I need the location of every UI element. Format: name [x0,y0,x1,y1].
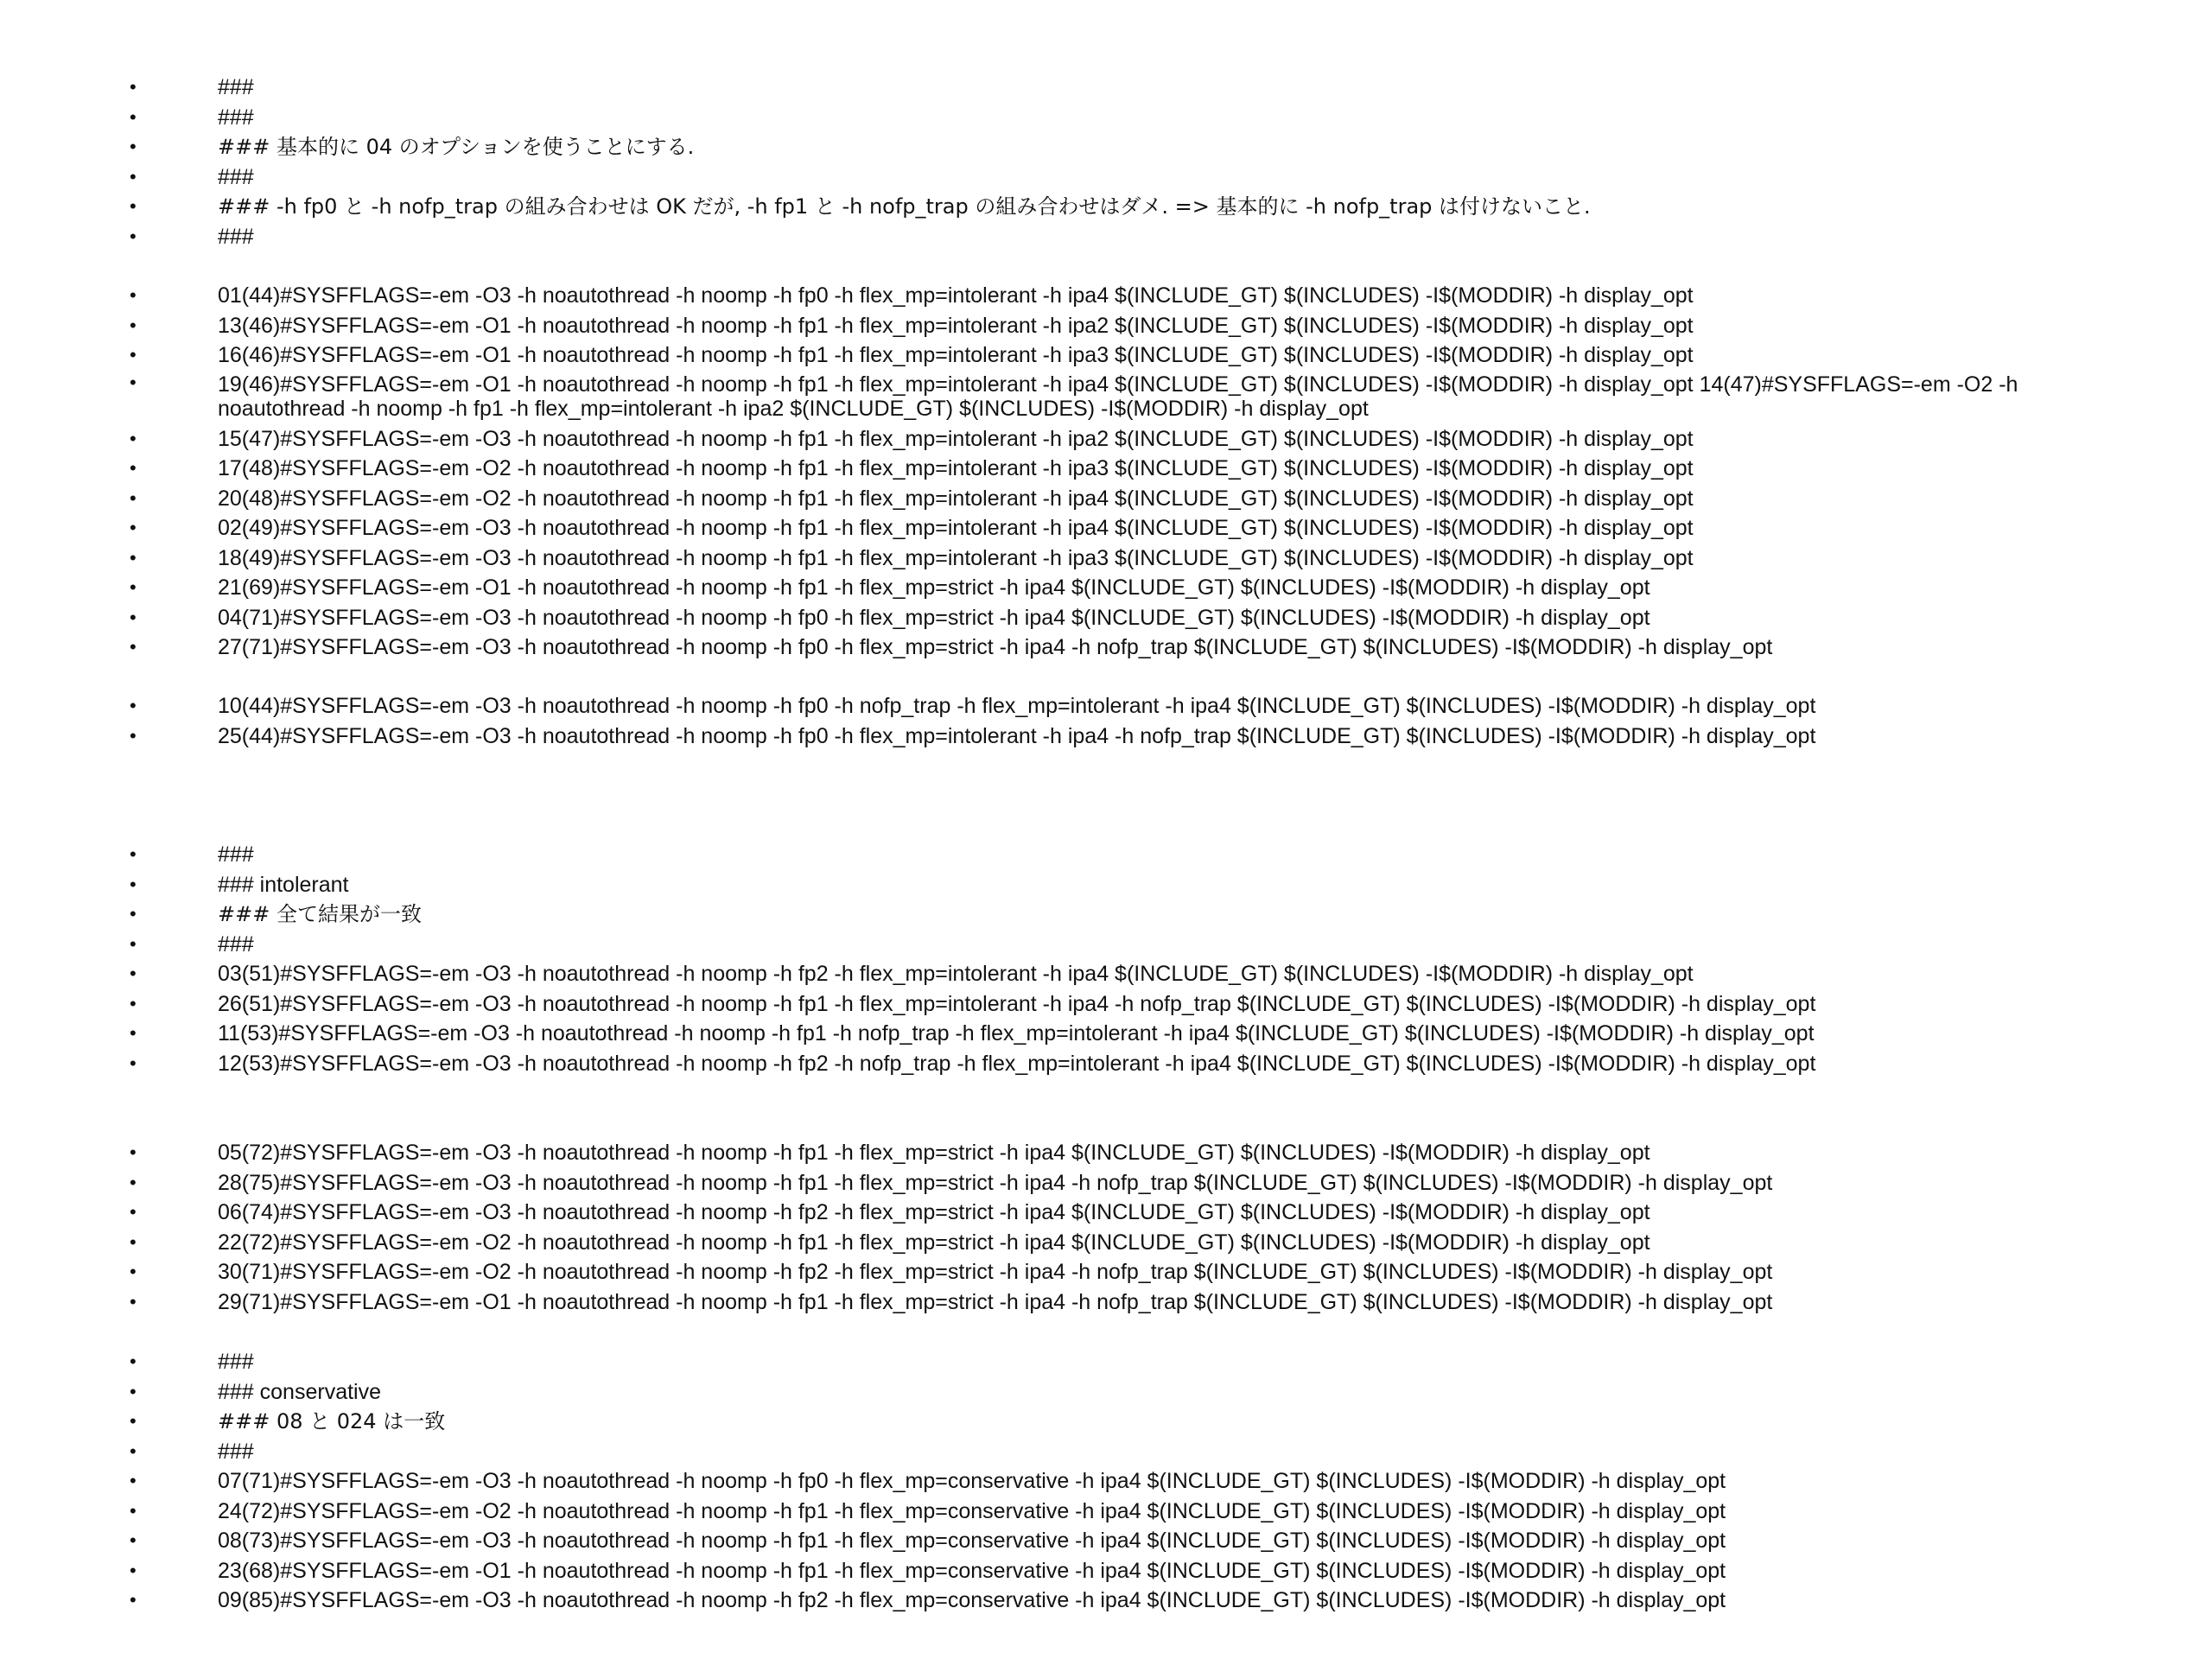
bullet-icon: • [130,1052,137,1074]
bullet-icon: • [130,486,137,509]
list-item [0,484,2212,514]
list-item-text: 19(46)#SYSFFLAGS=-em -O1 -h noautothread -h noomp -h fp1 -h flex_mp=intolerant -h ipa4 $(INCLUDE_GT) $(INCLUDES) -I$(MODDIR) -h display_opt 14(47)#SYSFFLAGS=-em -O2 -h noautothread -h noomp -h fp1 -h flex_mp=intolerant -h ipa2 $(INCLUDE_GT) $(INCLUDES) -I$(MODDIR) -h display_opt [218,372,2018,421]
bullet-icon: • [130,1171,137,1193]
list-item [0,1466,2212,1497]
list-item [0,371,2212,424]
list-item-text: 29(71)#SYSFFLAGS=-em -O1 -h noautothread -h noomp -h fp1 -h flex_mp=strict -h ipa4 -h nofp_trap $(INCLUDE_GT) $(INCLUDES) -I$(MODDIR) -h display_opt [218,1289,1773,1314]
bullet-icon: • [130,195,137,217]
bullet-icon: • [130,1410,137,1432]
list-item-text: 15(47)#SYSFFLAGS=-em -O3 -h noautothread -h noomp -h fp1 -h flex_mp=intolerant -h ipa2 $(INCLUDE_GT) $(INCLUDES) -I$(MODDIR) -h display_opt [218,426,1694,451]
bullet-icon: • [130,1022,137,1044]
bullet-icon: • [130,165,137,188]
list-item-text: 01(44)#SYSFFLAGS=-em -O3 -h noautothread -h noomp -h fp0 -h flex_mp=intolerant -h ipa4 $(INCLUDE_GT) $(INCLUDES) -I$(MODDIR) -h display_opt [218,283,1694,308]
bullet-list-nofp-trap-configs [0,691,2212,751]
list-item-text: ### [218,1350,254,1374]
bullet-icon: • [130,105,137,128]
bullet-icon: • [130,136,137,157]
list-item-text: 13(46)#SYSFFLAGS=-em -O1 -h noautothread -h noomp -h fp1 -h flex_mp=intolerant -h ipa2 $(INCLUDE_GT) $(INCLUDES) -I$(MODDIR) -h display_opt [218,313,1694,338]
list-item-text: ### -h fp0 と -h nofp_trap の組み合わせは OK だが, -h fp1 と -h nofp_trap の組み合わせはダメ. => 基本的に -h nofp_trap は付けないこと. [218,194,1591,219]
list-item [0,632,2212,663]
list-item-text: ### [218,75,254,99]
list-item [0,959,2212,989]
list-item [0,1228,2212,1258]
list-item [0,691,2212,721]
bullet-icon: • [130,1201,137,1223]
list-item [0,222,2212,252]
bullet-icon: • [130,606,137,628]
bullet-icon: • [130,1440,137,1462]
list-item [0,513,2212,543]
list-item [0,73,2212,103]
bullet-icon: • [130,371,137,393]
bullet-icon: • [130,963,137,984]
list-item [0,162,2212,193]
list-item [0,573,2212,603]
list-item [0,1168,2212,1198]
list-item [0,870,2212,900]
list-item-text: ### conservative [218,1379,382,1404]
bullet-icon: • [130,1529,137,1551]
bullet-icon: • [130,284,137,306]
list-item [0,1556,2212,1586]
bullet-icon: • [130,517,137,538]
list-item-text: 11(53)#SYSFFLAGS=-em -O3 -h noautothread -h noomp -h fp1 -h nofp_trap -h flex_mp=intolerant -h ipa4 $(INCLUDE_GT) $(INCLUDES) -I$(MODDIR) -h display_opt [218,1021,1815,1046]
list-item-text: 30(71)#SYSFFLAGS=-em -O2 -h noautothread -h noomp -h fp2 -h flex_mp=strict -h ipa4 -h nofp_trap $(INCLUDE_GT) $(INCLUDES) -I$(MODDIR) -h display_opt [218,1260,1773,1284]
list-item-text: 23(68)#SYSFFLAGS=-em -O1 -h noautothread -h noomp -h fp1 -h flex_mp=conservative -h ipa4 $(INCLUDE_GT) $(INCLUDES) -I$(MODDIR) -h display_opt [218,1558,1726,1583]
list-item-text: ### [218,1439,254,1464]
bullet-icon: • [130,843,137,865]
list-item-text: 21(69)#SYSFFLAGS=-em -O1 -h noautothread -h noomp -h fp1 -h flex_mp=strict -h ipa4 $(INCLUDE_GT) $(INCLUDES) -I$(MODDIR) -h display_opt [218,575,1650,600]
bullet-icon: • [130,225,137,247]
list-item-text: 20(48)#SYSFFLAGS=-em -O2 -h noautothread -h noomp -h fp1 -h flex_mp=intolerant -h ipa4 $(INCLUDE_GT) $(INCLUDES) -I$(MODDIR) -h display_opt [218,486,1694,511]
list-item-text: 27(71)#SYSFFLAGS=-em -O3 -h noautothread -h noomp -h fp0 -h flex_mp=strict -h ipa4 -h nofp_trap $(INCLUDE_GT) $(INCLUDES) -I$(MODDIR) -h display_opt [218,635,1773,659]
bullet-icon: • [130,903,137,925]
bullet-icon: • [130,695,137,716]
list-item [0,1257,2212,1287]
list-item-text: 09(85)#SYSFFLAGS=-em -O3 -h noautothread -h noomp -h fp2 -h flex_mp=conservative -h ipa4 $(INCLUDE_GT) $(INCLUDES) -I$(MODDIR) -h display_opt [218,1588,1726,1612]
list-item-text: 26(51)#SYSFFLAGS=-em -O3 -h noautothread -h noomp -h fp1 -h flex_mp=intolerant -h ipa4 -h nofp_trap $(INCLUDE_GT) $(INCLUDES) -I$(MODDIR) -h display_opt [218,991,1816,1016]
list-item-text: 22(72)#SYSFFLAGS=-em -O2 -h noautothread -h noomp -h fp1 -h flex_mp=strict -h ipa4 $(INCLUDE_GT) $(INCLUDES) -I$(MODDIR) -h display_opt [218,1230,1650,1255]
list-item-text: ### [218,224,254,249]
bullet-list-strict [0,1138,2212,1317]
list-item [0,1407,2212,1437]
list-item [0,543,2212,574]
list-item [0,340,2212,371]
list-item-text: ### [218,105,254,130]
list-item-text: 17(48)#SYSFFLAGS=-em -O2 -h noautothread -h noomp -h fp1 -h flex_mp=intolerant -h ipa3 $(INCLUDE_GT) $(INCLUDES) -I$(MODDIR) -h display_opt [218,456,1694,480]
list-item-text: 03(51)#SYSFFLAGS=-em -O3 -h noautothread -h noomp -h fp2 -h flex_mp=intolerant -h ipa4 $(INCLUDE_GT) $(INCLUDES) -I$(MODDIR) -h display_opt [218,962,1694,986]
bullet-icon: • [130,457,137,479]
bullet-icon: • [130,1230,137,1253]
list-item-text: ### 全て結果が一致 [218,902,422,926]
bullet-icon: • [130,1499,137,1522]
list-item-text: 10(44)#SYSFFLAGS=-em -O3 -h noautothread -h noomp -h fp0 -h nofp_trap -h flex_mp=intolerant -h ipa4 $(INCLUDE_GT) $(INCLUDES) -I$(MODDIR) -h display_opt [218,694,1816,718]
list-item-text: 18(49)#SYSFFLAGS=-em -O3 -h noautothread -h noomp -h fp1 -h flex_mp=intolerant -h ipa3 $(INCLUDE_GT) $(INCLUDES) -I$(MODDIR) -h display_opt [218,545,1694,570]
list-item [0,454,2212,484]
bullet-list-conservative [0,1347,2212,1616]
bullet-icon: • [130,314,137,336]
bullet-icon: • [130,427,137,449]
list-item-text: ### 08 と 024 は一致 [218,1409,446,1433]
bullet-icon: • [130,636,137,658]
list-item [0,1497,2212,1527]
list-item [0,1019,2212,1049]
bullet-icon: • [130,1351,137,1372]
list-item [0,103,2212,133]
list-item-text: 02(49)#SYSFFLAGS=-em -O3 -h noautothread -h noomp -h fp1 -h flex_mp=intolerant -h ipa4 $(INCLUDE_GT) $(INCLUDES) -I$(MODDIR) -h display_opt [218,516,1694,540]
list-item [0,1138,2212,1168]
list-item [0,1049,2212,1079]
list-item-text: ### 基本的に 04 のオプションを使うことにする. [218,135,695,159]
bullet-icon: • [130,344,137,365]
bullet-icon: • [130,724,137,747]
list-item [0,989,2212,1020]
bullet-icon: • [130,1380,137,1402]
list-item [0,1526,2212,1556]
bullet-list-header-notes [0,73,2212,251]
list-item [0,311,2212,341]
list-item-text: ### intolerant [218,872,349,897]
list-item [0,603,2212,633]
list-item [0,721,2212,752]
bullet-icon: • [130,1290,137,1313]
bullet-icon: • [130,546,137,569]
bullet-icon: • [130,1141,137,1163]
list-item-text: 12(53)#SYSFFLAGS=-em -O3 -h noautothread -h noomp -h fp2 -h nofp_trap -h flex_mp=intolerant -h ipa4 $(INCLUDE_GT) $(INCLUDES) -I$(MODDIR) -h display_opt [218,1051,1816,1076]
list-item-text: 05(72)#SYSFFLAGS=-em -O3 -h noautothread -h noomp -h fp1 -h flex_mp=strict -h ipa4 $(INCLUDE_GT) $(INCLUDES) -I$(MODDIR) -h display_opt [218,1141,1650,1165]
bullet-icon: • [130,1589,137,1611]
list-item [0,840,2212,870]
list-item [0,1347,2212,1377]
list-item [0,132,2212,162]
bullet-icon: • [130,76,137,98]
list-item-text: ### [218,842,254,867]
list-item-text: 04(71)#SYSFFLAGS=-em -O3 -h noautothread -h noomp -h fp0 -h flex_mp=strict -h ipa4 $(INCLUDE_GT) $(INCLUDES) -I$(MODDIR) -h display_opt [218,605,1650,630]
list-item [0,1377,2212,1408]
bullet-icon: • [130,1559,137,1581]
list-item-text: ### [218,931,254,957]
bullet-icon: • [130,1261,137,1282]
list-item-text: 28(75)#SYSFFLAGS=-em -O3 -h noautothread -h noomp -h fp1 -h flex_mp=strict -h ipa4 -h nofp_trap $(INCLUDE_GT) $(INCLUDES) -I$(MODDIR) -h display_opt [218,1170,1773,1195]
bullet-icon: • [130,992,137,1014]
bullet-icon: • [130,1470,137,1491]
bullet-icon: • [130,932,137,955]
list-item [0,1198,2212,1228]
list-item [0,192,2212,222]
list-item-text: 24(72)#SYSFFLAGS=-em -O2 -h noautothread -h noomp -h fp1 -h flex_mp=conservative -h ipa4 $(INCLUDE_GT) $(INCLUDES) -I$(MODDIR) -h display_opt [218,1498,1726,1523]
bullet-icon: • [130,576,137,598]
bullet-list-intolerant [0,840,2212,1078]
list-item [0,424,2212,454]
list-item-text: 08(73)#SYSFFLAGS=-em -O3 -h noautothread -h noomp -h fp1 -h flex_mp=conservative -h ipa4 $(INCLUDE_GT) $(INCLUDES) -I$(MODDIR) -h display_opt [218,1529,1726,1553]
list-item-text: 16(46)#SYSFFLAGS=-em -O1 -h noautothread -h noomp -h fp1 -h flex_mp=intolerant -h ipa3 $(INCLUDE_GT) $(INCLUDES) -I$(MODDIR) -h display_opt [218,343,1694,367]
list-item [0,1437,2212,1467]
list-item-text: ### [218,164,254,189]
list-item [0,1287,2212,1318]
bullet-icon: • [130,873,137,895]
list-item [0,281,2212,311]
list-item-text: 25(44)#SYSFFLAGS=-em -O3 -h noautothread -h noomp -h fp0 -h flex_mp=intolerant -h ipa4 -h nofp_trap $(INCLUDE_GT) $(INCLUDES) -I$(MODDIR) -h display_opt [218,723,1816,748]
list-item [0,899,2212,930]
list-item-text: 06(74)#SYSFFLAGS=-em -O3 -h noautothread -h noomp -h fp2 -h flex_mp=strict -h ipa4 $(INCLUDE_GT) $(INCLUDES) -I$(MODDIR) -h display_opt [218,1200,1650,1224]
list-item [0,1586,2212,1616]
bullet-list-flag-configs [0,281,2212,663]
list-item [0,930,2212,960]
list-item-text: 07(71)#SYSFFLAGS=-em -O3 -h noautothread -h noomp -h fp0 -h flex_mp=conservative -h ipa4 $(INCLUDE_GT) $(INCLUDES) -I$(MODDIR) -h display_opt [218,1469,1726,1493]
